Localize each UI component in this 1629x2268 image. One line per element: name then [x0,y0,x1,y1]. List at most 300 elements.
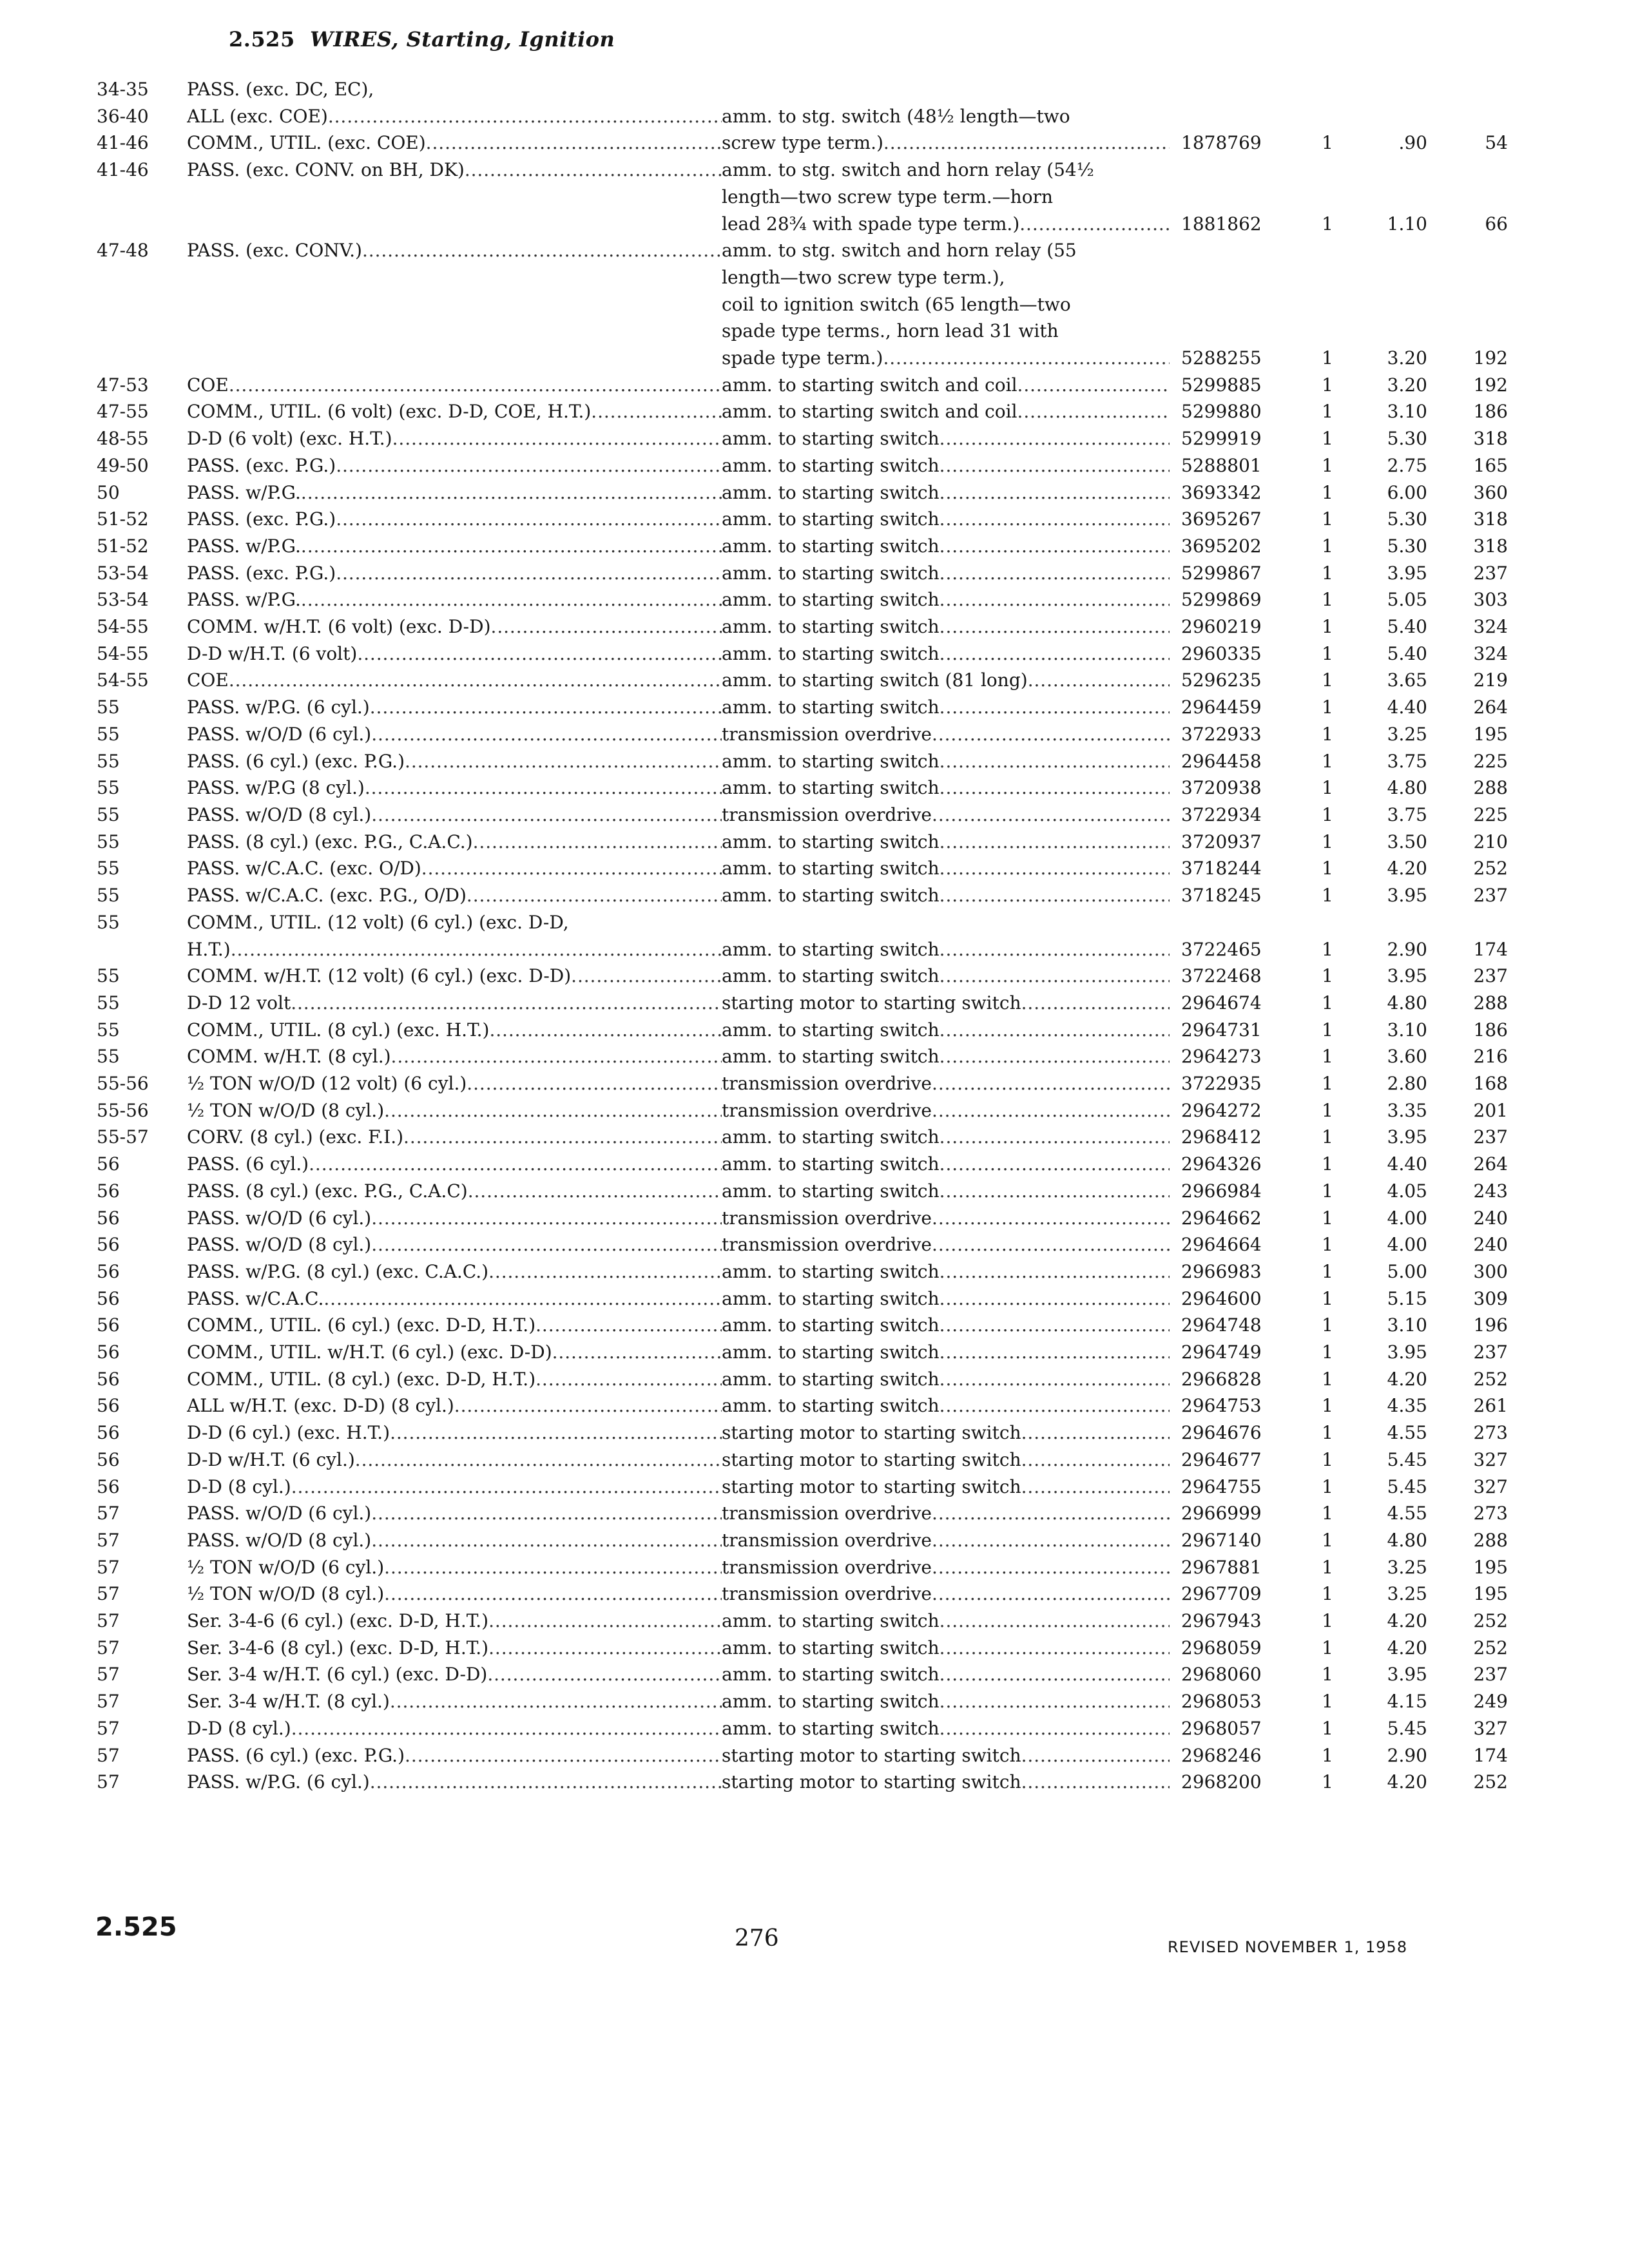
wire-description: spade type terms., horn lead 31 with [722,320,1059,342]
dot-leader [932,802,1170,829]
model-application: COMM., UTIL. (exc. COE) . . . [187,130,722,157]
model-application: Ser. 3-4 w/H.T. (6 cyl.) (exc. D-D) . . . [187,1661,722,1688]
wire-description: amm. to starting switch . . . [722,425,1170,452]
weight: 196 [1473,1314,1508,1336]
weight: 195 [1473,1556,1508,1578]
model-application: COMM. w/H.T. (6 volt) (exc. D-D) . . . [187,613,722,640]
catalog-row [97,1017,1508,1044]
catalog-row [97,345,1508,372]
quantity: 1 [1322,428,1333,450]
dot-leader [371,721,722,748]
list-price: 3.95 [1387,1126,1427,1148]
weight: 324 [1473,616,1508,638]
quantity: 1 [1322,454,1333,476]
list-price: 2.90 [1387,1744,1427,1766]
part-number: 5299880 [1181,401,1262,423]
year-range: 57 [97,1664,120,1686]
catalog-row [97,802,1508,829]
quantity: 1 [1322,562,1333,584]
dot-leader [468,1178,722,1205]
part-number: 3722465 [1181,938,1262,960]
weight: 186 [1473,401,1508,423]
model-application: PASS. (6 cyl.) (exc. P.G.) . . . [187,1742,722,1769]
wire-description: starting motor to starting switch . . . [722,1419,1170,1446]
model-application: PASS. w/O/D (6 cyl.) . . . [187,1500,722,1527]
year-range: 57 [97,1744,120,1766]
catalog-row [97,613,1508,640]
list-price: 4.80 [1387,992,1427,1014]
wire-description: amm. to starting switch . . . [722,936,1170,963]
dot-leader [940,963,1170,990]
quantity: 1 [1322,1717,1333,1739]
list-price: 5.30 [1387,508,1427,530]
part-number: 3720938 [1181,777,1262,799]
year-range: 56 [97,1448,120,1470]
catalog-row [97,829,1508,856]
part-number: 3722468 [1181,965,1262,987]
year-range: 56 [97,1287,120,1309]
catalog-row [97,533,1508,560]
dot-leader [229,667,722,694]
model-application: D-D (6 volt) (exc. H.T.) . . . [187,425,722,452]
wire-description: coil to ignition switch (65 length—two [722,293,1071,315]
dot-leader [405,1742,722,1769]
list-price: 5.30 [1387,428,1427,450]
dot-leader [371,1527,722,1554]
dot-leader [940,479,1170,506]
wire-description: amm. to starting switch . . . [722,1258,1170,1285]
wire-description: amm. to starting switch . . . [722,1688,1170,1715]
model-application: COMM. w/H.T. (12 volt) (6 cyl.) (exc. D-D) . . . [187,963,722,990]
model-application: COMM., UTIL. (6 cyl.) (exc. D-D, H.T.) . . . [187,1312,722,1339]
dot-leader [535,1366,722,1393]
year-range: 56 [97,1260,120,1282]
list-price: 4.20 [1387,1771,1427,1793]
quantity: 1 [1322,1637,1333,1658]
wire-description: amm. to starting switch . . . [722,586,1170,613]
dot-leader [370,1769,722,1796]
wire-description: transmission overdrive . . . [722,1527,1170,1554]
list-price: 3.65 [1387,669,1427,691]
weight: 237 [1473,885,1508,907]
wire-description: amm. to starting switch . . . [722,1715,1170,1742]
dot-leader [940,1715,1170,1742]
year-range: 55 [97,697,120,718]
dot-leader [426,130,722,157]
dot-leader [371,1231,722,1258]
model-application: PASS. (exc. P.G.) . . . [187,560,722,587]
dot-leader [1017,398,1170,425]
list-price: 5.00 [1387,1260,1427,1282]
catalog-row [97,1769,1508,1796]
part-number: 2966828 [1181,1368,1262,1390]
year-range: 57 [97,1503,120,1524]
dot-leader [467,882,722,909]
dot-leader [940,1124,1170,1151]
list-price: 2.80 [1387,1073,1427,1095]
weight: 237 [1473,1664,1508,1686]
catalog-row [97,1527,1508,1554]
wire-description: amm. to starting switch . . . [722,640,1170,668]
weight: 225 [1473,803,1508,825]
part-number: 5288801 [1181,454,1262,476]
catalog-row [97,264,1476,291]
dot-leader [392,425,722,452]
model-application: COE . . . [187,372,722,399]
dot-leader [932,1554,1170,1581]
list-price: 4.40 [1387,1153,1427,1175]
wire-description: amm. to starting switch . . . [722,694,1170,721]
quantity: 1 [1322,1341,1333,1363]
catalog-row [97,398,1508,425]
wire-description: starting motor to starting switch . . . [722,1769,1170,1796]
catalog-row [97,1688,1508,1715]
list-price: 3.95 [1387,965,1427,987]
model-application: D-D (6 cyl.) (exc. H.T.) . . . [187,1419,722,1446]
model-application: D-D (8 cyl.) . . . [187,1715,722,1742]
catalog-row [97,1097,1508,1124]
wire-description: amm. to stg. switch and horn relay (54½ [722,159,1094,181]
list-price: 6.00 [1387,481,1427,503]
year-range: 57 [97,1691,120,1713]
catalog-row [97,372,1508,399]
dot-leader [336,452,722,479]
dot-leader [421,855,722,882]
dot-leader [940,855,1170,882]
weight: 318 [1473,508,1508,530]
model-application: PASS. w/C.A.C. (exc. P.G., O/D) . . . [187,882,722,909]
year-range: 56 [97,1153,120,1175]
dot-leader [390,1419,722,1446]
dot-leader [940,936,1170,963]
wire-description: lead 28¾ with spade type term.) . . . [722,211,1170,238]
quantity: 1 [1322,1448,1333,1470]
wire-description: amm. to stg. switch and horn relay (55 [722,240,1077,262]
weight: 174 [1473,1744,1508,1766]
wire-description: amm. to starting switch . . . [722,1151,1170,1178]
list-price: 4.20 [1387,1610,1427,1632]
weight: 252 [1473,1368,1508,1390]
wire-description: amm. to starting switch and coil . . . [722,398,1170,425]
catalog-row [97,479,1508,506]
year-range: 51-52 [97,535,149,557]
quantity: 1 [1322,1046,1333,1068]
year-range: 55 [97,965,120,987]
weight: 264 [1473,697,1508,718]
wire-description: amm. to starting switch . . . [722,560,1170,587]
wire-description: amm. to starting switch . . . [722,452,1170,479]
wire-description: amm. to starting switch and coil . . . [722,372,1170,399]
catalog-row [97,1419,1508,1446]
weight: 165 [1473,454,1508,476]
quantity: 1 [1322,1314,1333,1336]
list-price: 5.45 [1387,1717,1427,1739]
dot-leader [229,372,722,399]
part-number: 2968200 [1181,1771,1262,1793]
wire-description: length—two screw type term.—horn [722,186,1054,207]
dot-leader [1021,1769,1170,1796]
catalog-row [97,76,1476,103]
year-range: 55-57 [97,1126,149,1148]
model-application: PASS. (exc. CONV.) . . . [187,237,722,264]
dot-leader [384,1554,722,1581]
wire-description: amm. to starting switch . . . [722,1608,1170,1635]
dot-leader [940,882,1170,909]
weight: 216 [1473,1046,1508,1068]
wire-description: amm. to starting switch . . . [722,855,1170,882]
model-application: PASS. (exc. DC, EC), [187,79,374,100]
model-application: ½ TON w/O/D (8 cyl.) . . . [187,1581,722,1608]
list-price: 3.20 [1387,374,1427,396]
quantity: 1 [1322,401,1333,423]
model-application: PASS. w/O/D (8 cyl.) . . . [187,1527,722,1554]
year-range: 56 [97,1207,120,1229]
list-price: 4.20 [1387,1368,1427,1390]
part-number: 2967881 [1181,1556,1262,1578]
wire-description: amm. to starting switch . . . [722,533,1170,560]
list-price: 3.10 [1387,401,1427,423]
catalog-row [97,291,1476,318]
part-number: 1881862 [1181,213,1262,235]
weight: 327 [1473,1717,1508,1739]
model-application: PASS. w/O/D (8 cyl.) . . . [187,1231,722,1258]
part-number: 2964753 [1181,1395,1262,1417]
weight: 261 [1473,1395,1508,1417]
wire-description: transmission overdrive . . . [722,802,1170,829]
part-number: 3695202 [1181,535,1262,557]
year-range: 47-53 [97,374,149,396]
part-number: 2964326 [1181,1153,1262,1175]
quantity: 1 [1322,1180,1333,1202]
part-number: 2968057 [1181,1717,1262,1739]
dot-leader [467,1070,722,1097]
year-range: 55 [97,803,120,825]
dot-leader [309,1151,722,1178]
weight: 309 [1473,1287,1508,1309]
catalog-row [97,1178,1508,1205]
weight: 327 [1473,1475,1508,1497]
model-application: COMM., UTIL. (6 volt) (exc. D-D, COE, H.T.) . . . [187,398,722,425]
dot-leader [291,1474,722,1501]
dot-leader [1021,1742,1170,1769]
catalog-row [97,1554,1508,1581]
wire-description: amm. to starting switch (81 long) . . . [722,667,1170,694]
wire-description: amm. to starting switch . . . [722,1635,1170,1662]
quantity: 1 [1322,1019,1333,1041]
wire-description: amm. to starting switch . . . [722,1124,1170,1151]
model-application: Ser. 3-4 w/H.T. (8 cyl.) . . . [187,1688,722,1715]
quantity: 1 [1322,1583,1333,1605]
model-application: D-D (8 cyl.) . . . [187,1474,722,1501]
list-price: 4.80 [1387,1529,1427,1551]
model-application: COE . . . [187,667,722,694]
dot-leader [328,103,722,130]
quantity: 1 [1322,669,1333,691]
dot-leader [336,506,722,533]
quantity: 1 [1322,750,1333,772]
quantity: 1 [1322,1529,1333,1551]
quantity: 1 [1322,132,1333,154]
catalog-row [97,506,1508,533]
part-number: 2964677 [1181,1448,1262,1470]
catalog-row [97,909,1476,936]
catalog-row [97,1661,1508,1688]
wire-description: amm. to starting switch . . . [722,1339,1170,1366]
dot-leader [291,990,722,1017]
dot-leader [487,1661,722,1688]
list-price: 1.10 [1387,213,1427,235]
model-application: PASS. (exc. P.G.) . . . [187,506,722,533]
list-price: 3.25 [1387,723,1427,745]
model-application: D-D 12 volt . . . [187,990,722,1017]
year-range: 55 [97,858,120,879]
year-range: 53-54 [97,562,149,584]
model-application: PASS. (8 cyl.) (exc. P.G., C.A.C) . . . [187,1178,722,1205]
dot-leader [940,1258,1170,1285]
catalog-row [97,694,1508,721]
catalog-row [97,1366,1508,1393]
quantity: 1 [1322,938,1333,960]
quantity: 1 [1322,777,1333,799]
weight: 264 [1473,1153,1508,1175]
model-application: PASS. w/P.G. . . . [187,533,722,560]
part-number: 2964600 [1181,1287,1262,1309]
dot-leader [932,1097,1170,1124]
catalog-row [97,990,1508,1017]
quantity: 1 [1322,1422,1333,1444]
weight: 174 [1473,938,1508,960]
model-application: D-D w/H.T. (6 volt) . . . [187,640,722,668]
dot-leader [488,1635,722,1662]
dot-leader [323,1285,722,1312]
weight: 195 [1473,723,1508,745]
list-price: 3.95 [1387,1664,1427,1686]
dot-leader [940,1688,1170,1715]
year-range: 41-46 [97,132,149,154]
catalog-row [97,963,1508,990]
weight: 252 [1473,1610,1508,1632]
catalog-row [97,1285,1508,1312]
catalog-row [97,103,1476,130]
year-range: 47-48 [97,240,149,262]
year-range: 56 [97,1395,120,1417]
dot-leader [535,1312,722,1339]
part-number: 2968060 [1181,1664,1262,1686]
year-range: 54-55 [97,642,149,664]
part-number: 3718244 [1181,858,1262,879]
model-application: PASS. w/P.G. (8 cyl.) (exc. C.A.C.) . . . [187,1258,722,1285]
model-application: PASS. w/P.G. (6 cyl.) . . . [187,694,722,721]
weight: 192 [1473,347,1508,369]
dot-leader [940,425,1170,452]
dot-leader [390,1688,722,1715]
dot-leader [488,1608,722,1635]
dot-leader [940,1366,1170,1393]
dot-leader [301,479,722,506]
part-number: 5296235 [1181,669,1262,691]
wire-description: amm. to starting switch . . . [722,748,1170,775]
weight: 237 [1473,562,1508,584]
year-range: 36-40 [97,105,149,127]
list-price: 4.05 [1387,1180,1427,1202]
dot-leader [932,1527,1170,1554]
year-range: 56 [97,1475,120,1497]
dot-leader [473,829,722,856]
dot-leader [940,1635,1170,1662]
dot-leader [405,748,722,775]
quantity: 1 [1322,1395,1333,1417]
wire-description: amm. to starting switch . . . [722,1043,1170,1070]
dot-leader [1017,372,1170,399]
part-number: 3720937 [1181,831,1262,852]
dot-leader [391,1043,722,1070]
dot-leader [571,963,722,990]
list-price: 4.80 [1387,777,1427,799]
dot-leader [403,1124,722,1151]
catalog-row [97,1070,1508,1097]
dot-leader [465,157,722,184]
year-range: 57 [97,1717,120,1739]
list-price: 3.20 [1387,347,1427,369]
dot-leader [1019,211,1170,238]
year-range: 54-55 [97,616,149,638]
list-price: 2.75 [1387,454,1427,476]
quantity: 1 [1322,616,1333,638]
quantity: 1 [1322,1153,1333,1175]
catalog-row [97,1474,1508,1501]
wire-description: amm. to starting switch . . . [722,1366,1170,1393]
model-application: PASS. w/P.G. . . . [187,479,722,506]
part-number: 3722934 [1181,803,1262,825]
weight: 225 [1473,750,1508,772]
dot-leader [932,1070,1170,1097]
weight: 240 [1473,1207,1508,1229]
wire-description: starting motor to starting switch . . . [722,1446,1170,1474]
weight: 201 [1473,1099,1508,1121]
year-range: 57 [97,1583,120,1605]
wire-description: transmission overdrive . . . [722,1097,1170,1124]
page-header [229,27,615,52]
list-price: 3.25 [1387,1556,1427,1578]
quantity: 1 [1322,885,1333,907]
model-application: CORV. (8 cyl.) (exc. F.I.) . . . [187,1124,722,1151]
part-number: 2968246 [1181,1744,1262,1766]
weight: 360 [1473,481,1508,503]
year-range: 56 [97,1368,120,1390]
dot-leader [883,130,1170,157]
list-price: 5.30 [1387,535,1427,557]
section-title: WIRES, Starting, Ignition [309,27,615,52]
list-price: 4.55 [1387,1503,1427,1524]
dot-leader [940,774,1170,802]
quantity: 1 [1322,723,1333,745]
list-price: 3.60 [1387,1046,1427,1068]
dot-leader [231,936,722,963]
catalog-row [97,1043,1508,1070]
dot-leader [940,829,1170,856]
weight: 318 [1473,428,1508,450]
weight: 288 [1473,992,1508,1014]
weight: 252 [1473,858,1508,879]
quantity: 1 [1322,697,1333,718]
wire-description: amm. to starting switch . . . [722,1178,1170,1205]
weight: 252 [1473,1637,1508,1658]
catalog-row [97,130,1508,157]
year-range: 53-54 [97,589,149,611]
catalog-row [97,667,1508,694]
list-price: 4.00 [1387,1207,1427,1229]
dot-leader [591,398,722,425]
